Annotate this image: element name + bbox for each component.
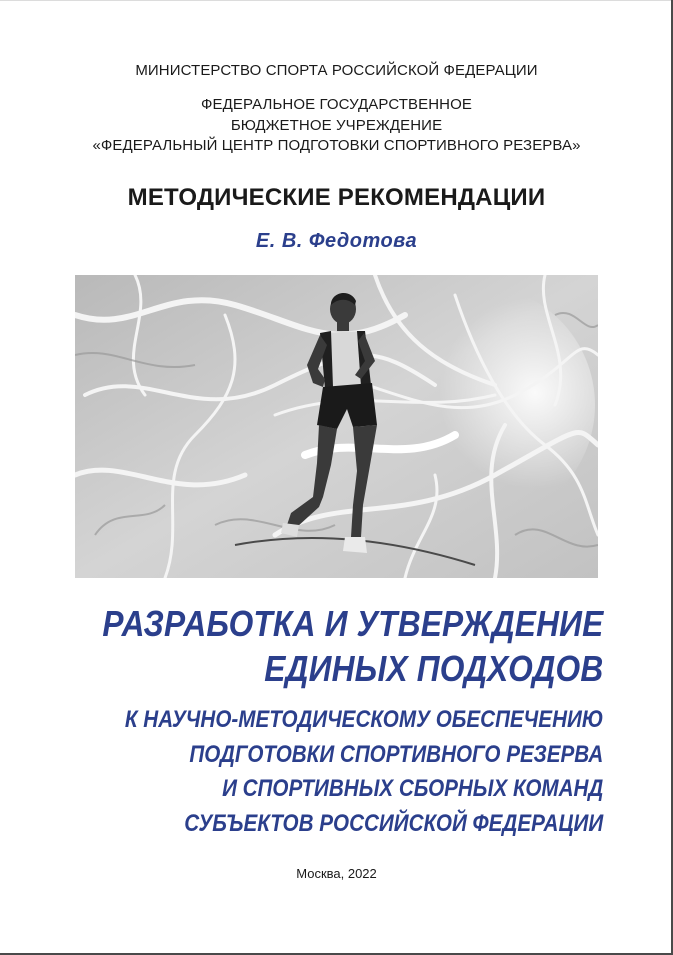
runner-photo <box>75 275 598 578</box>
title-main-line-1: РАЗРАБОТКА И УТВЕРЖДЕНИЕ <box>101 603 603 644</box>
series-title: МЕТОДИЧЕСКИЕ РЕКОМЕНДАЦИИ <box>127 184 546 211</box>
institution-line-1: ФЕДЕРАЛЬНОЕ ГОСУДАРСТВЕННОЕ <box>201 96 472 113</box>
institution-line-3: «ФЕДЕРАЛЬНЫЙ ЦЕНТР ПОДГОТОВКИ СПОРТИВНОГО РЕЗЕРВА» <box>92 137 581 154</box>
publication-place-year: Москва, 2022 <box>296 866 377 881</box>
title-main-line-2: ЕДИНЫХ ПОДХОДОВ <box>263 648 603 689</box>
title-sub-line-4: СУБЪЕКТОВ РОССИЙСКОЙ ФЕДЕРАЦИИ <box>184 810 603 837</box>
ministry-name: МИНИСТЕРСТВО СПОРТА РОССИЙСКОЙ ФЕДЕРАЦИИ <box>135 62 538 79</box>
title-sub-line-2: ПОДГОТОВКИ СПОРТИВНОГО РЕЗЕРВА <box>189 741 603 768</box>
title-sub-line-1: К НАУЧНО-МЕТОДИЧЕСКОМУ ОБЕСПЕЧЕНИЮ <box>124 706 603 733</box>
author-name: Е. В. Федотова <box>255 230 418 252</box>
institution-line-2: БЮДЖЕТНОЕ УЧРЕЖДЕНИЕ <box>230 117 443 134</box>
title-sub-line-3: И СПОРТИВНЫХ СБОРНЫХ КОМАНД <box>221 775 603 802</box>
